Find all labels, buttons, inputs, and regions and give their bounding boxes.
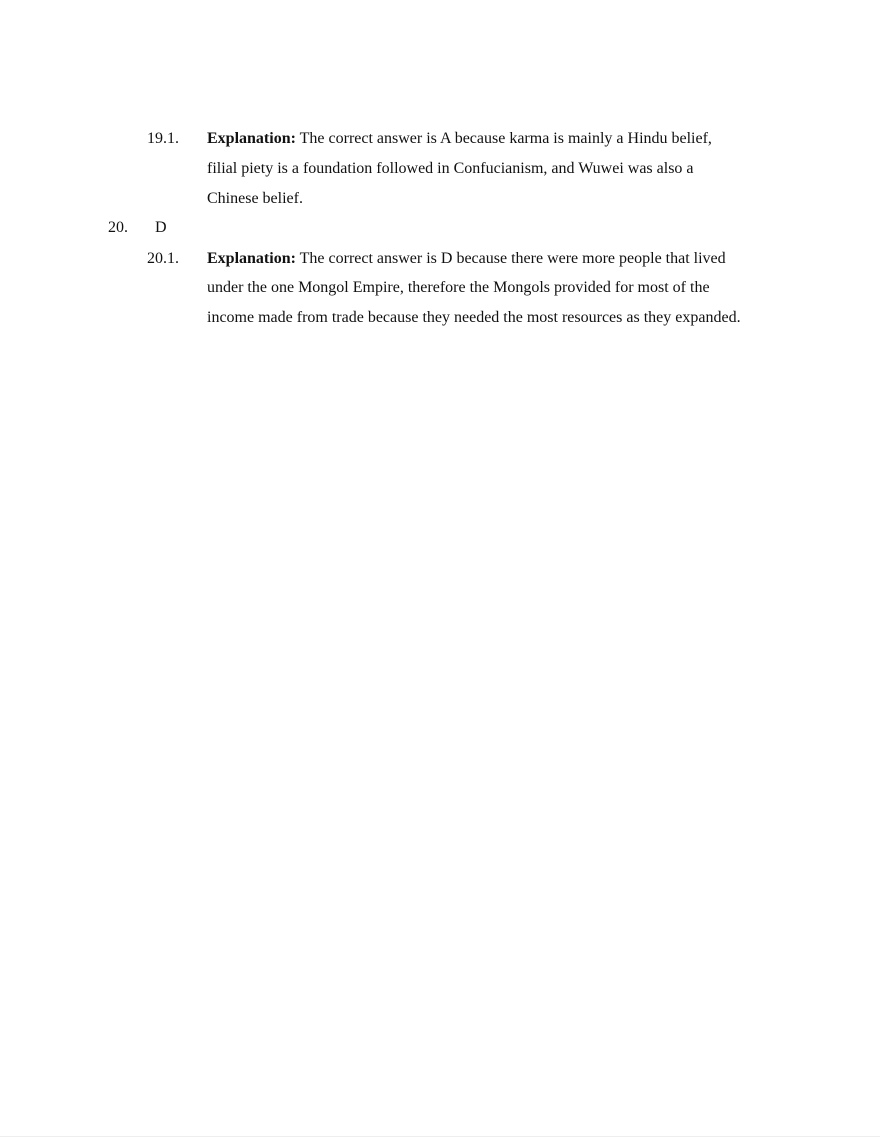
- explanation-text: The correct answer is D because there were more people that lived: [295, 250, 726, 267]
- page-edge-divider: [0, 1136, 880, 1137]
- explanation-line: income made from trade because they needed the most resources as they expanded.: [207, 309, 741, 326]
- explanation-line: [207, 244, 726, 274]
- question-number: 20.: [108, 219, 128, 236]
- explanation-line: filial piety is a foundation followed in Confucianism, and Wuwei was also a: [207, 160, 694, 177]
- explanation-line: under the one Mongol Empire, therefore the Mongols provided for most of the: [207, 279, 710, 296]
- explanation-text: The correct answer is A because karma is mainly a Hindu belief,: [295, 130, 712, 147]
- explanation-line: [207, 124, 712, 154]
- sub-item-number: 20.1.: [147, 250, 179, 267]
- explanation-label: Explanation:: [207, 130, 296, 147]
- question-answer: D: [155, 219, 167, 236]
- explanation-label: Explanation:: [207, 250, 296, 267]
- sub-item-number: 19.1.: [147, 130, 179, 147]
- explanation-line: Chinese belief.: [207, 190, 303, 207]
